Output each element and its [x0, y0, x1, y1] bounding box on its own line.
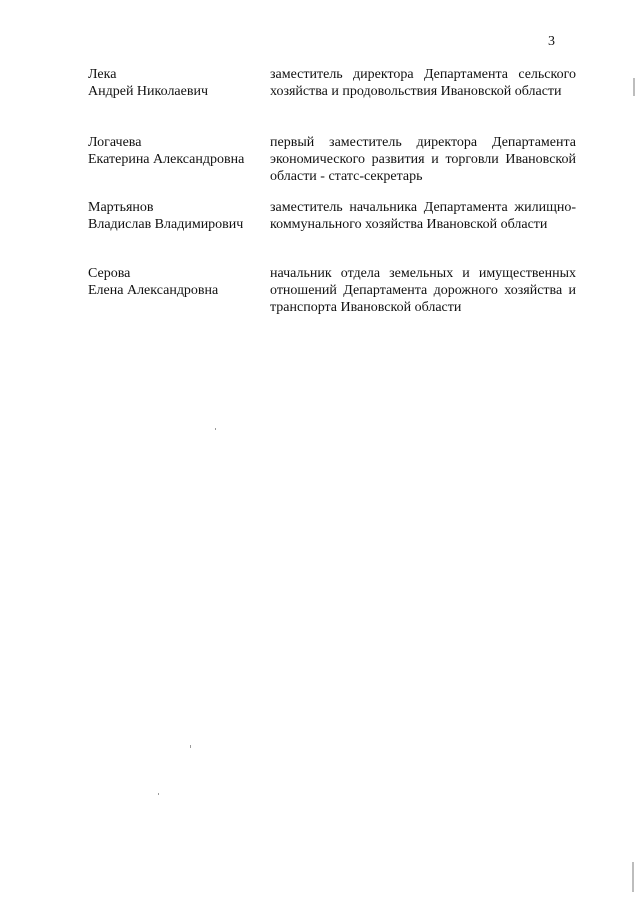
member-given-names: Андрей Николаевич: [88, 84, 208, 99]
member-given-names: Елена Александровна: [88, 283, 219, 298]
member-given-names: Владислав Владимирович: [88, 217, 244, 232]
member-given-names: Екатерина Александровна: [88, 152, 245, 167]
member-name: [88, 265, 263, 299]
member-surname: Логачева: [88, 135, 142, 150]
member-name: [88, 199, 263, 233]
member-position: заместитель директора Департамента сельского хозяйства и продовольствия Ивановской области: [270, 67, 576, 99]
scan-edge-mark: [632, 862, 634, 892]
member-name: [88, 66, 263, 100]
scan-edge-mark: [633, 78, 635, 96]
page-number: 3: [548, 34, 555, 49]
member-position: первый заместитель директора Департамента экономического развития и торговли Ивановской области - статс-секретарь: [270, 135, 576, 184]
member-position: начальник отдела земельных и имущественных отношений Департамента дорожного хозяйства и транспорта Ивановской области: [270, 266, 576, 315]
member-position: заместитель начальника Департамента жилищно-коммунального хозяйства Ивановской области: [270, 200, 576, 232]
scan-speck: [190, 745, 191, 748]
member-surname: Серова: [88, 266, 131, 281]
member-name: [88, 134, 263, 168]
scan-speck: [215, 428, 216, 430]
member-surname: Мартьянов: [88, 200, 154, 215]
scan-speck: [158, 793, 159, 795]
member-surname: Лека: [88, 67, 117, 82]
